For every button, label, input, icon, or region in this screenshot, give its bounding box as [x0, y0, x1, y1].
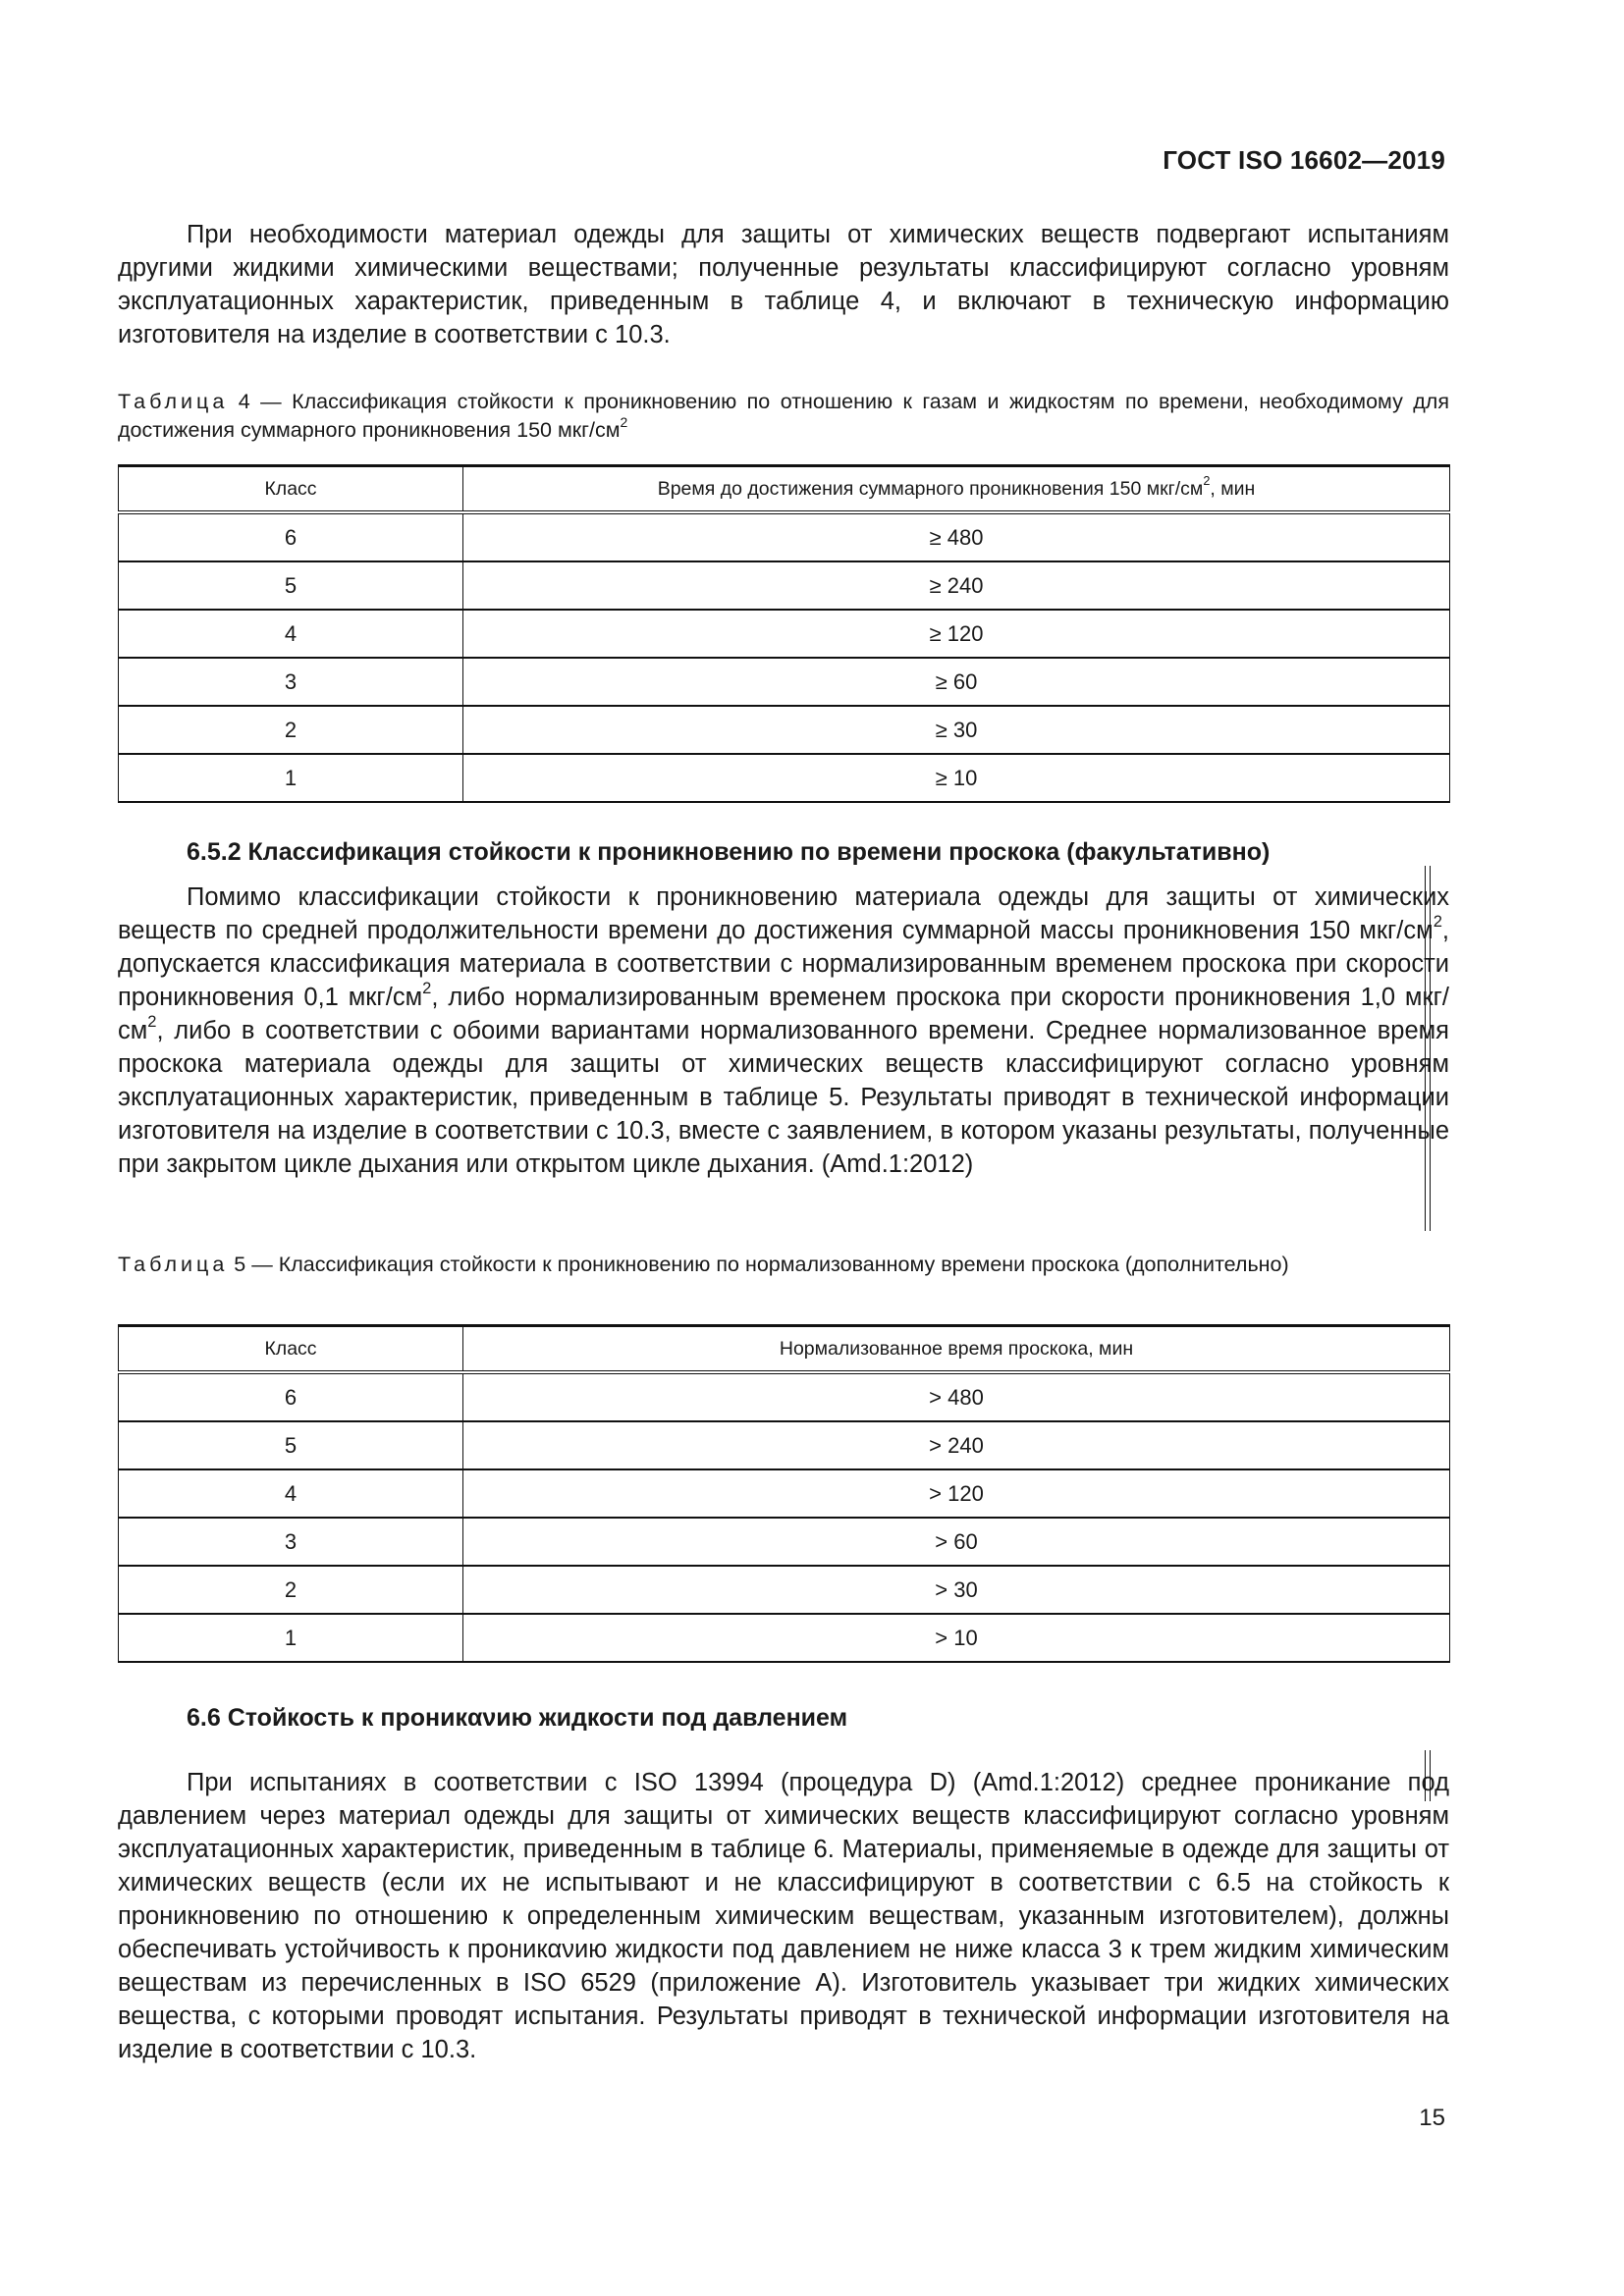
table-header-row — [119, 466, 1450, 513]
page-header: ГОСТ ISO 16602—2019 — [1163, 145, 1445, 175]
cell-value: > 120 — [463, 1469, 1450, 1518]
cell-value: > 10 — [463, 1614, 1450, 1662]
table-5 — [118, 1324, 1450, 1663]
section-652-text-1: Помимо классификации стойкости к проникновению материала одежды для защиты от химических веществ по средней продолжительности времени до достижения суммарной массы проникновения 150 мкг/см — [118, 883, 1449, 944]
table-row — [119, 610, 1450, 658]
section-652-text-3: , либо нормализированным временем проскока при скорости проникновения 1,0 мкг/см — [118, 984, 1450, 1044]
header-time-tail: , мин — [1210, 477, 1256, 500]
cell-class: 3 — [119, 658, 463, 706]
section-652-title: 6.5.2 Классификация стойкости к проникновению по времени проскока (факультативно) — [187, 838, 1271, 866]
change-bar-marker — [1425, 866, 1431, 1231]
table4-caption — [118, 388, 1449, 445]
table5-caption-prefix: Таблица — [118, 1253, 229, 1276]
table4-caption-prefix: Таблица — [118, 390, 229, 413]
header-class: Класс — [119, 1326, 463, 1373]
header-class: Класс — [119, 466, 463, 513]
table-row — [119, 1518, 1450, 1566]
cell-value: > 30 — [463, 1566, 1450, 1614]
header-time-text: Время до достижения суммарного проникновения 150 мкг/см — [657, 477, 1204, 500]
table-row — [119, 658, 1450, 706]
cell-class: 5 — [119, 1421, 463, 1469]
table4-caption-text: 4 — Классификация стойкости к проникновению по отношению к газам и жидкостям по времени, необходимому для достижения суммарного проникновения 150 мкг/см — [118, 390, 1449, 442]
table-row — [119, 1421, 1450, 1469]
cell-value: ≥ 240 — [463, 561, 1450, 610]
table-row — [119, 1372, 1450, 1421]
cell-class: 2 — [119, 1566, 463, 1614]
header-time: Нормализованное время проскока, мин — [463, 1326, 1450, 1373]
cell-class: 1 — [119, 1614, 463, 1662]
cell-class: 6 — [119, 1372, 463, 1421]
header-time-sup: 2 — [1203, 474, 1211, 489]
table-row — [119, 561, 1450, 610]
cell-value: > 240 — [463, 1421, 1450, 1469]
cell-class: 1 — [119, 754, 463, 802]
section-652-paragraph — [118, 881, 1449, 1181]
cell-class: 6 — [119, 512, 463, 561]
table-row — [119, 754, 1450, 802]
change-bar-marker — [1425, 1750, 1431, 1801]
section-66-text: При испытаниях в соответствии с ISO 13994 (процедура D) (Amd.1:2012) среднее проникание под давлением через материал одежды для защиты от химических веществ классифицируют согласно уровням эксплуатационных характеристик, приведенным в таблице 6. Материалы, применяемые в одежде для защиты от химических веществ (если их не испытывают и не классифицируют в соответствии с 6.5 на стойкость к проникновению по отношению к определенным химическим веществам, указанным изготовителем), должны обеспечивать устойчивость к проникανию жидкости под давлением не ниже класса 3 к трем жидким химическим веществам из перечисленных в ISO 6529 (приложение А). Изготовитель указывает три жидких химических вещества, с которыми проводят испытания. Результаты приводят в технической информации изготовителя на изделие в соответствии с 10.3. — [118, 1769, 1449, 2063]
section-652-text-4: , либо в соответствии с обоими вариантами нормализованного времени. Среднее нормализованное время проскока материала одежды для защиты от химических веществ классифицируют согласно уровням эксплуатационных характеристик, приведенным в таблице 5. Результаты приводят в технической информации изготовителя на изделие в соответствии с 10.3, вместе с заявлением, в котором указаны результаты, полученные при закрытом цикле дыхания или открытом цикле дыхания. (Amd.1:2012) — [118, 1017, 1449, 1178]
table-4 — [118, 464, 1450, 803]
section-652-text-2: , допускается классификация материала в соответствии с нормализированным временем проскока при скорости проникновения 0,1 мкг/см — [118, 917, 1449, 1011]
cell-class: 5 — [119, 561, 463, 610]
sup: 2 — [422, 979, 432, 998]
header-time — [463, 466, 1450, 513]
table4-caption-sup: 2 — [620, 413, 628, 430]
cell-class: 3 — [119, 1518, 463, 1566]
page-number: 15 — [1419, 2105, 1445, 2131]
table-row — [119, 1566, 1450, 1614]
cell-class: 4 — [119, 610, 463, 658]
sup: 2 — [147, 1012, 157, 1032]
sup: 2 — [1433, 912, 1442, 932]
cell-value: > 60 — [463, 1518, 1450, 1566]
section-66-title: 6.6 Стойкость к проникανию жидкости под давлением — [187, 1704, 848, 1732]
section-66-paragraph — [118, 1766, 1449, 2066]
intro-paragraph — [118, 218, 1449, 351]
table-row — [119, 706, 1450, 754]
table5-caption-text: 5 — Классификация стойкости к проникновению по нормализованному времени проскока (дополнительно) — [228, 1253, 1289, 1276]
cell-value: ≥ 480 — [463, 512, 1450, 561]
table-row — [119, 512, 1450, 561]
intro-text: При необходимости материал одежды для защиты от химических веществ подвергают испытаниям другими жидкими химическими веществами; полученные результаты классифицируют согласно уровням эксплуатационных характеристик, приведенным в таблице 4, и включают в техническую информацию изготовителя на изделие в соответствии с 10.3. — [118, 221, 1449, 348]
cell-value: ≥ 60 — [463, 658, 1450, 706]
cell-value: ≥ 30 — [463, 706, 1450, 754]
table-header-row — [119, 1326, 1450, 1373]
cell-class: 2 — [119, 706, 463, 754]
cell-value: ≥ 120 — [463, 610, 1450, 658]
table5-caption — [118, 1251, 1449, 1279]
cell-value: ≥ 10 — [463, 754, 1450, 802]
table-row — [119, 1469, 1450, 1518]
cell-value: > 480 — [463, 1372, 1450, 1421]
table-row — [119, 1614, 1450, 1662]
cell-class: 4 — [119, 1469, 463, 1518]
